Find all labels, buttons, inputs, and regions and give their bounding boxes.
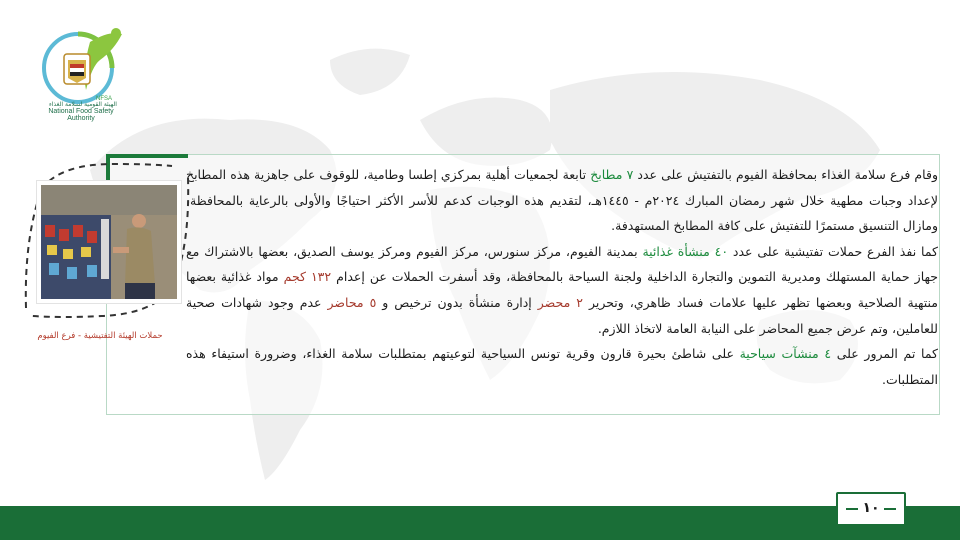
paragraph-kitchens [186, 162, 938, 239]
paragraph-tourism [186, 341, 938, 392]
logo-caption-english: National Food Safety Authority [48, 108, 114, 122]
p2-highlight-reports-5: ٥ محاضر [327, 294, 377, 310]
page-number-box [836, 492, 906, 526]
p3-text-a: كما تم المرور على [831, 346, 938, 362]
p1-text-b: تابعة لجمعيات أهلية بمركزي إطسا وطامية، للوقوف على جاهزية هذه المطابخ لإعداد وجبات مطهية خلال شهر رمضان المبارك ٢٠٢٤م - ١٤٤٥هـ، لتقديم هذه الوجبات كدعم للأسر الأكثر احتياجًا والأولى بالرعاية بالمحافظة، ومازال التنسيق مستمرًا للتفتيش على كافة المطابخ المستهدفة. [186, 167, 938, 234]
p3-text-b: على شاطئ بحيرة قارون وقرية تونس السياحية لتوعيتهم بمتطلبات سلامة الغذاء، وضرورة استيفاء هذه المتطلبات. [186, 346, 938, 387]
inspector-in-store-photo [41, 185, 177, 299]
p2-highlight-facilities: ٤٠ منشأة غذائية [642, 243, 729, 259]
p1-text-a: وقام فرع سلامة الغذاء بمحافظة الفيوم بالتفتيش على عدد [633, 167, 938, 182]
p2-highlight-reports: ٢ محضر [537, 294, 583, 310]
p1-highlight-kitchens: ٧ مطابخ [590, 167, 634, 182]
p2-highlight-kg: ١٣٢ كجم [283, 269, 332, 285]
p2-text-e: عدم وجود شهادات صحية للعاملين، وتم عرض جميع المحاضر على النيابة العامة لاتخاذ اللازم. [186, 294, 938, 336]
nfsa-badge-text: NFSA [96, 96, 113, 102]
p2-text-b: بمدينة الفيوم، مركز سنورس، مركز الفيوم ومركز يوسف الصديق، بعضها بالاشتراك مع جهاز حماية المستهلك ومديرية التموين والتجارة الداخلية ولجنة السياحة بالمحافظة، وقد أسفرت الحملات عن إعدام [186, 243, 938, 285]
logo-caption-arabic: الهيئة القومية لسلامة الغذاء [49, 101, 117, 108]
photo-caption: حملات الهيئة التفتيشية - فرع الفيوم [37, 331, 163, 341]
page-dash-right [884, 508, 896, 510]
photo-frame [36, 180, 182, 304]
footer-bar [0, 506, 960, 540]
p2-text-c: مواد غذائية بعضها منتهية الصلاحية وبعضها تظهر عليها علامات فساد ظاهري، وتحرير [186, 269, 938, 310]
paragraph-campaigns [186, 239, 938, 341]
p3-highlight-tourist: ٤ منشآت سياحية [739, 346, 832, 362]
page-dash-left [846, 508, 858, 510]
p2-text-d: إدارة منشأة بدون ترخيص و [376, 294, 538, 310]
p2-text-a: كما نفذ الفرع حملات تفتيشية على عدد [728, 243, 938, 259]
page-number: ١٠ [862, 500, 880, 516]
article-body [186, 162, 938, 392]
photo-block [22, 158, 192, 320]
